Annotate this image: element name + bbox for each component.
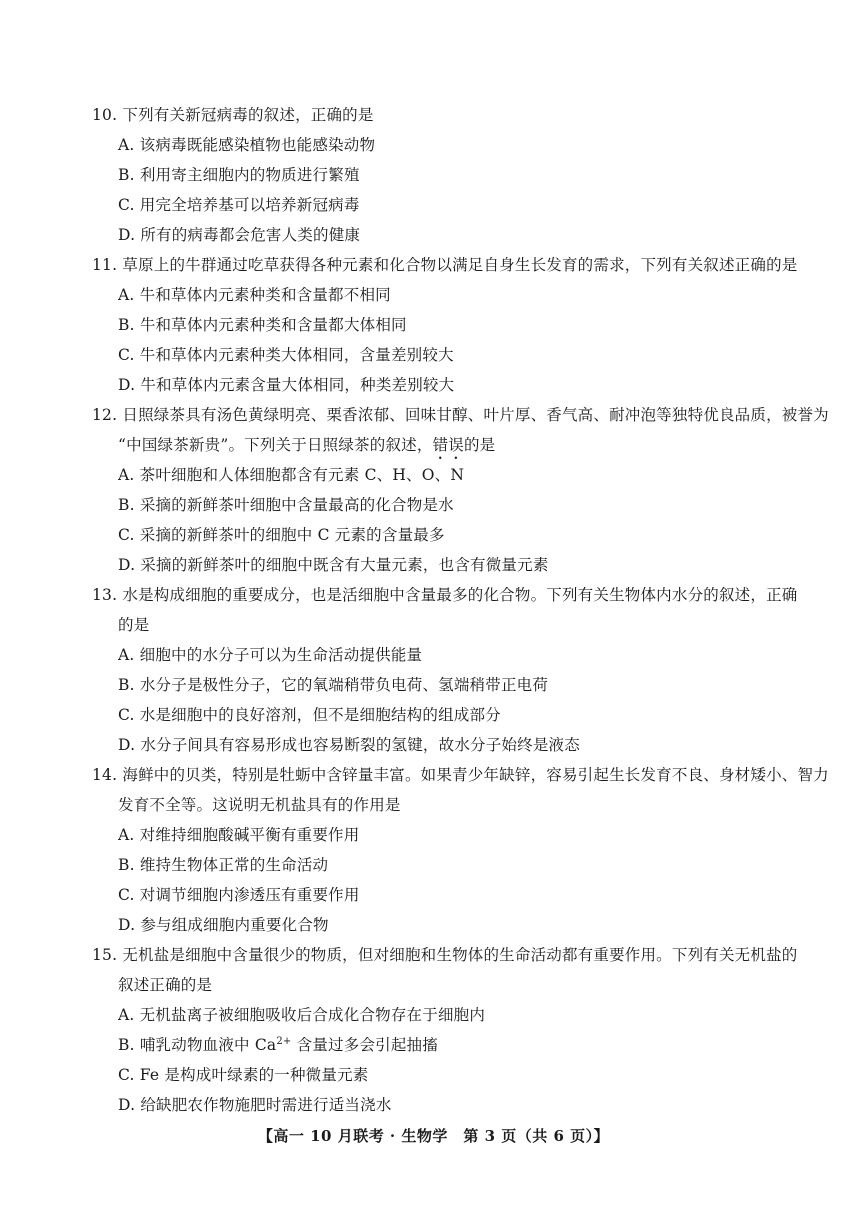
- question-12-stem-continued: [92, 430, 782, 460]
- calcium-charge: 2+: [276, 1035, 292, 1047]
- question-13-option-a: A. 细胞中的水分子可以为生命活动提供能量: [118, 646, 423, 664]
- question-11-option-a: A. 牛和草体内元素种类和含量都不相同: [118, 286, 391, 304]
- question-13-stem-continued: 的是: [118, 616, 150, 634]
- question-14-stem-continued: 发育不全等。这说明无机盐具有的作用是: [118, 796, 401, 814]
- question-11-option-d: D. 牛和草体内元素含量大体相同，种类差别较大: [118, 376, 455, 394]
- question-13-option-d: D. 水分子间具有容易形成也容易断裂的氢键，故水分子始终是液态: [118, 736, 580, 754]
- question-11-option-b: B. 牛和草体内元素种类和含量都大体相同: [118, 316, 407, 334]
- question-15-option-b: [92, 1030, 782, 1060]
- question-12-stem-text: “中国绿茶新贵”。下列关于日照绿茶的叙述，: [118, 436, 433, 454]
- question-10-option-c: C. 用完全培养基可以培养新冠病毒: [118, 196, 360, 214]
- question-15-stem: 15. 无机盐是细胞中含量很少的物质，但对细胞和生物体的生命活动都有重要作用。下列有关无机盐的: [92, 946, 798, 964]
- emphasis-word-cuowu: 错误: [432, 436, 464, 454]
- question-12-stem-end: 的是: [463, 436, 496, 454]
- question-10-option-a: A. 该病毒既能感染植物也能感染动物: [118, 136, 376, 154]
- question-13-option-b: B. 水分子是极性分子，它的氧端稍带负电荷、氢端稍带正电荷: [118, 676, 549, 694]
- question-14-option-c: C. 对调节细胞内渗透压有重要作用: [118, 886, 360, 904]
- question-12-option-b: B. 采摘的新鲜茶叶细胞中含量最高的化合物是水: [118, 496, 454, 514]
- question-15-option-b-end: 含量过多会引起抽搐: [291, 1036, 438, 1054]
- question-12-stem: 12. 日照绿茶具有汤色黄绿明亮、栗香浓郁、回味甘醇、叶片厚、香气高、耐冲泡等独特优良品质，被誉为: [92, 406, 829, 424]
- question-15-option-c: C. Fe 是构成叶绿素的一种微量元素: [118, 1066, 369, 1084]
- question-11-stem: 11. 草原上的牛群通过吃草获得各种元素和化合物以满足自身生长发育的需求，下列有关叙述正确的是: [92, 256, 798, 274]
- question-15-option-b-text: B. 哺乳动物血液中 Ca: [118, 1036, 277, 1054]
- question-15-stem-continued: 叙述正确的是: [118, 976, 213, 994]
- question-14-option-b: B. 维持生物体正常的生命活动: [118, 856, 329, 874]
- question-10-stem: 10. 下列有关新冠病毒的叙述，正确的是: [92, 106, 374, 124]
- question-10-option-d: D. 所有的病毒都会危害人类的健康: [118, 226, 361, 244]
- question-10-option-b: B. 利用寄主细胞内的物质进行繁殖: [118, 166, 360, 184]
- question-12-option-d: D. 采摘的新鲜茶叶的细胞中既含有大量元素，也含有微量元素: [118, 556, 549, 574]
- question-11-option-c: C. 牛和草体内元素种类大体相同，含量差别较大: [118, 346, 454, 364]
- question-list: [92, 100, 829, 1120]
- question-13-stem: 13. 水是构成细胞的重要成分，也是活细胞中含量最多的化合物。下列有关生物体内水分的叙述，正确: [92, 586, 798, 604]
- question-14-stem: 14. 海鲜中的贝类，特别是牡蛎中含锌量丰富。如果青少年缺锌，容易引起生长发育不良、身材矮小、智力: [92, 766, 829, 784]
- question-13-option-c: C. 水是细胞中的良好溶剂，但不是细胞结构的组成部分: [118, 706, 501, 724]
- question-12-option-c: C. 采摘的新鲜茶叶的细胞中 C 元素的含量最多: [118, 526, 445, 544]
- question-14-option-d: D. 参与组成细胞内重要化合物: [118, 916, 329, 934]
- page-footer: 【高一 10 月联考 · 生物学 第 3 页（共 6 页）】: [257, 1127, 610, 1145]
- question-15-option-a: A. 无机盐离子被细胞吸收后合成化合物存在于细胞内: [118, 1006, 486, 1024]
- question-15-option-d: D. 给缺肥农作物施肥时需进行适当浇水: [118, 1096, 392, 1114]
- question-14-option-a: A. 对维持细胞酸碱平衡有重要作用: [118, 826, 360, 844]
- question-12-option-a: A. 茶叶细胞和人体细胞都含有元素 C、H、O、N: [118, 466, 465, 484]
